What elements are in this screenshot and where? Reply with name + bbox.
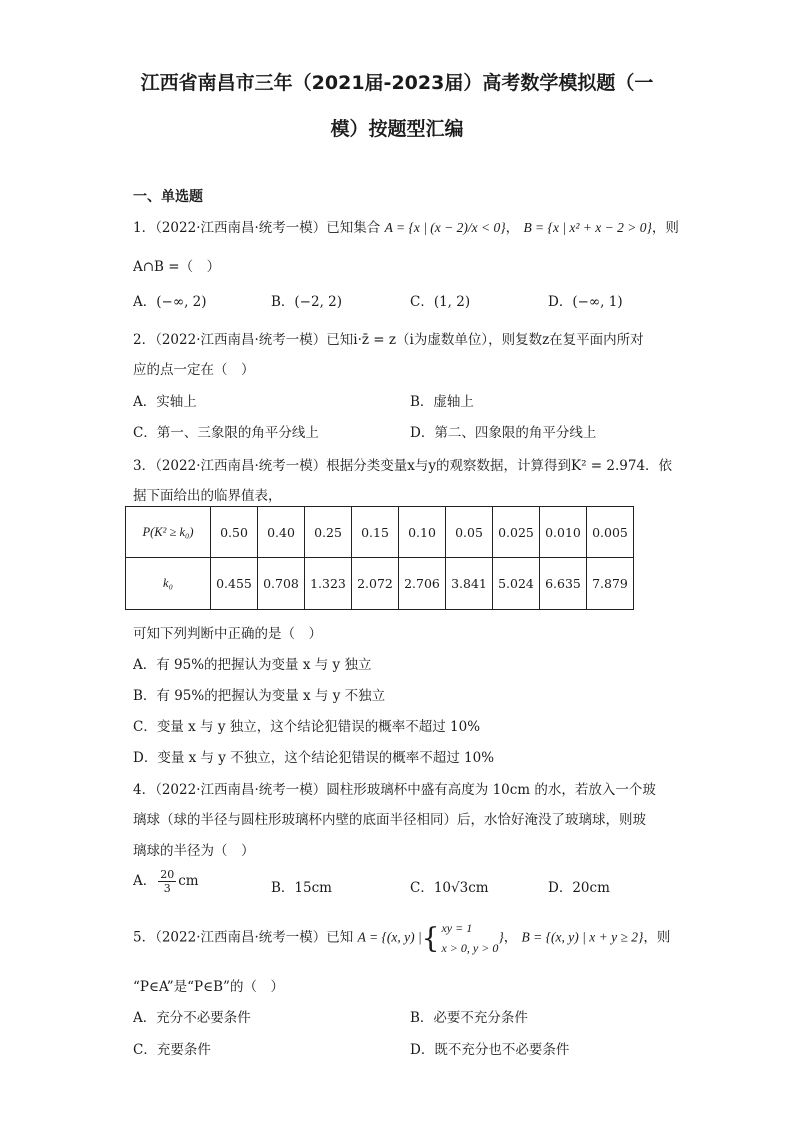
table-cell-p: 0.005 xyxy=(587,507,634,558)
left-brace-icon: { xyxy=(421,921,440,955)
table-cell-p: 0.50 xyxy=(211,507,258,558)
fraction-denominator: 3 xyxy=(163,882,171,895)
doc-title-line1: 江西省南昌市三年（2021届-2023届）高考数学模拟题（一 xyxy=(140,72,654,94)
q4-option-a-fraction xyxy=(158,868,176,895)
q3-line2: 据下面给出的临界值表， xyxy=(133,488,282,504)
table-cell-k: 2.072 xyxy=(352,558,399,610)
table-header-p: P(K² ≥ k₀) xyxy=(126,507,211,558)
q5-option-c[interactable]: C．充要条件 xyxy=(133,1042,211,1058)
table-cell-p: 0.010 xyxy=(540,507,587,558)
q3-after-table: 可知下列判断中正确的是（ ） xyxy=(133,626,322,642)
table-cell-k: 0.708 xyxy=(258,558,305,610)
table-cell-k: 1.323 xyxy=(305,558,352,610)
q2-option-d[interactable]: D．第二、四象限的角平分线上 xyxy=(410,425,597,441)
q5-option-b[interactable]: B．必要不充分条件 xyxy=(410,1010,528,1026)
q1-set-a: A = {x | (x − 2)/x < 0} xyxy=(384,220,506,235)
q4-line2: 璃球（球的半径与圆柱形玻璃杯内壁的底面半径相同）后，水恰好淹没了玻璃球，则玻 xyxy=(133,812,646,828)
table-cell-p: 0.15 xyxy=(352,507,399,558)
q5-suffix: ，则 xyxy=(643,929,671,946)
q3-option-a[interactable]: A．有 95%的把握认为变量 x 与 y 独立 xyxy=(133,657,372,673)
q2-option-b[interactable]: B．虚轴上 xyxy=(410,394,474,410)
q5-line2: “P∈A”是“P∈B”的（ ） xyxy=(133,979,284,995)
table-cell-p: 0.05 xyxy=(446,507,493,558)
table-cell-p: 0.25 xyxy=(305,507,352,558)
table-cell-p: 0.025 xyxy=(493,507,540,558)
q2-option-c[interactable]: C．第一、三象限的角平分线上 xyxy=(133,425,319,441)
table-cell-k: 7.879 xyxy=(587,558,634,610)
doc-title-line2: 模）按题型汇编 xyxy=(330,118,464,140)
q4-option-b[interactable]: B．15cm xyxy=(271,880,332,896)
fraction-numerator: 20 xyxy=(160,868,175,881)
table-cell-k: 6.635 xyxy=(540,558,587,610)
q3-option-b[interactable]: B．有 95%的把握认为变量 x 与 y 不独立 xyxy=(133,688,386,704)
q3-option-d[interactable]: D．变量 x 与 y 不独立，这个结论犯错误的概率不超过 10% xyxy=(133,750,495,766)
q2-option-a[interactable]: A．实轴上 xyxy=(133,394,197,410)
table-row-k xyxy=(126,558,634,610)
section-heading: 一、单选题 xyxy=(133,189,203,205)
q1-line2: A∩B =（ ） xyxy=(133,259,221,275)
q1-prefix: 1．（2022·江西南昌·统考一模）已知集合 xyxy=(133,220,381,236)
q1-stem: 1．（2022·江西南昌·统考一模）已知集合 A = {x | (x − 2)/x < 0}， B = {x | x² + x − 2 > 0}，则 xyxy=(133,220,679,236)
q4-option-d[interactable]: D．20cm xyxy=(548,880,610,896)
q1-set-b: B = {x | x² + x − 2 > 0} xyxy=(523,220,652,235)
q1-option-a[interactable]: A．(−∞, 2) xyxy=(133,294,207,310)
q5-set-a-lhs: A = {(x, y) | xyxy=(357,929,422,945)
q1-option-c[interactable]: C．(1, 2) xyxy=(410,294,471,310)
q3-option-c[interactable]: C．变量 x 与 y 独立，这个结论犯错误的概率不超过 10% xyxy=(133,719,481,735)
q1-suffix: ，则 xyxy=(651,220,679,236)
q5-option-a[interactable]: A．充分不必要条件 xyxy=(133,1010,251,1026)
table-cell-k: 5.024 xyxy=(493,558,540,610)
q5-stem: 5．（2022·江西南昌·统考一模）已知 A = {(x, y) |{ xy = 1 x > 0, y > 0 }， B = {(x, y) | x + y ≥ 2}，则 xyxy=(133,918,670,958)
q2-line1: 2．（2022·江西南昌·统考一模）已知i·z̄ = z（i为虚数单位），则复数z在复平面内所对 xyxy=(133,332,644,348)
table-cell-k: 0.455 xyxy=(211,558,258,610)
q5-set-b: B = {(x, y) | x + y ≥ 2} xyxy=(521,929,644,945)
q4-option-a-unit: cm xyxy=(178,873,199,889)
q1-option-b[interactable]: B．(−2, 2) xyxy=(271,294,343,310)
table-row-p xyxy=(126,507,634,558)
table-header-k: k₀ xyxy=(126,558,211,610)
q1-option-d[interactable]: D．(−∞, 1) xyxy=(548,294,623,310)
q4-option-a[interactable] xyxy=(133,868,199,895)
q4-option-c[interactable]: C．10√3cm xyxy=(410,880,489,896)
q4-option-a-label: A． xyxy=(133,873,157,889)
q2-line2: 应的点一定在（ ） xyxy=(133,362,255,378)
q5-system-eq1: xy = 1 xyxy=(441,921,473,935)
table-cell-k: 3.841 xyxy=(446,558,493,610)
q4-line1: 4．（2022·江西南昌·统考一模）圆柱形玻璃杯中盛有高度为 10cm 的水，若放入一个玻 xyxy=(133,782,656,798)
q5-system xyxy=(441,918,498,958)
table-cell-p: 0.40 xyxy=(258,507,305,558)
q3-line1: 3．（2022·江西南昌·统考一模）根据分类变量x与y的观察数据，计算得到K² = 2.974．依 xyxy=(133,458,673,474)
q5-option-d[interactable]: D．既不充分也不必要条件 xyxy=(410,1042,570,1058)
table-cell-p: 0.10 xyxy=(399,507,446,558)
critical-value-table xyxy=(125,506,634,610)
q5-prefix: 5．（2022·江西南昌·统考一模）已知 xyxy=(133,929,354,946)
table-cell-k: 2.706 xyxy=(399,558,446,610)
q4-line3: 璃球的半径为（ ） xyxy=(133,843,255,859)
q5-system-eq2: x > 0, y > 0 xyxy=(441,941,499,955)
